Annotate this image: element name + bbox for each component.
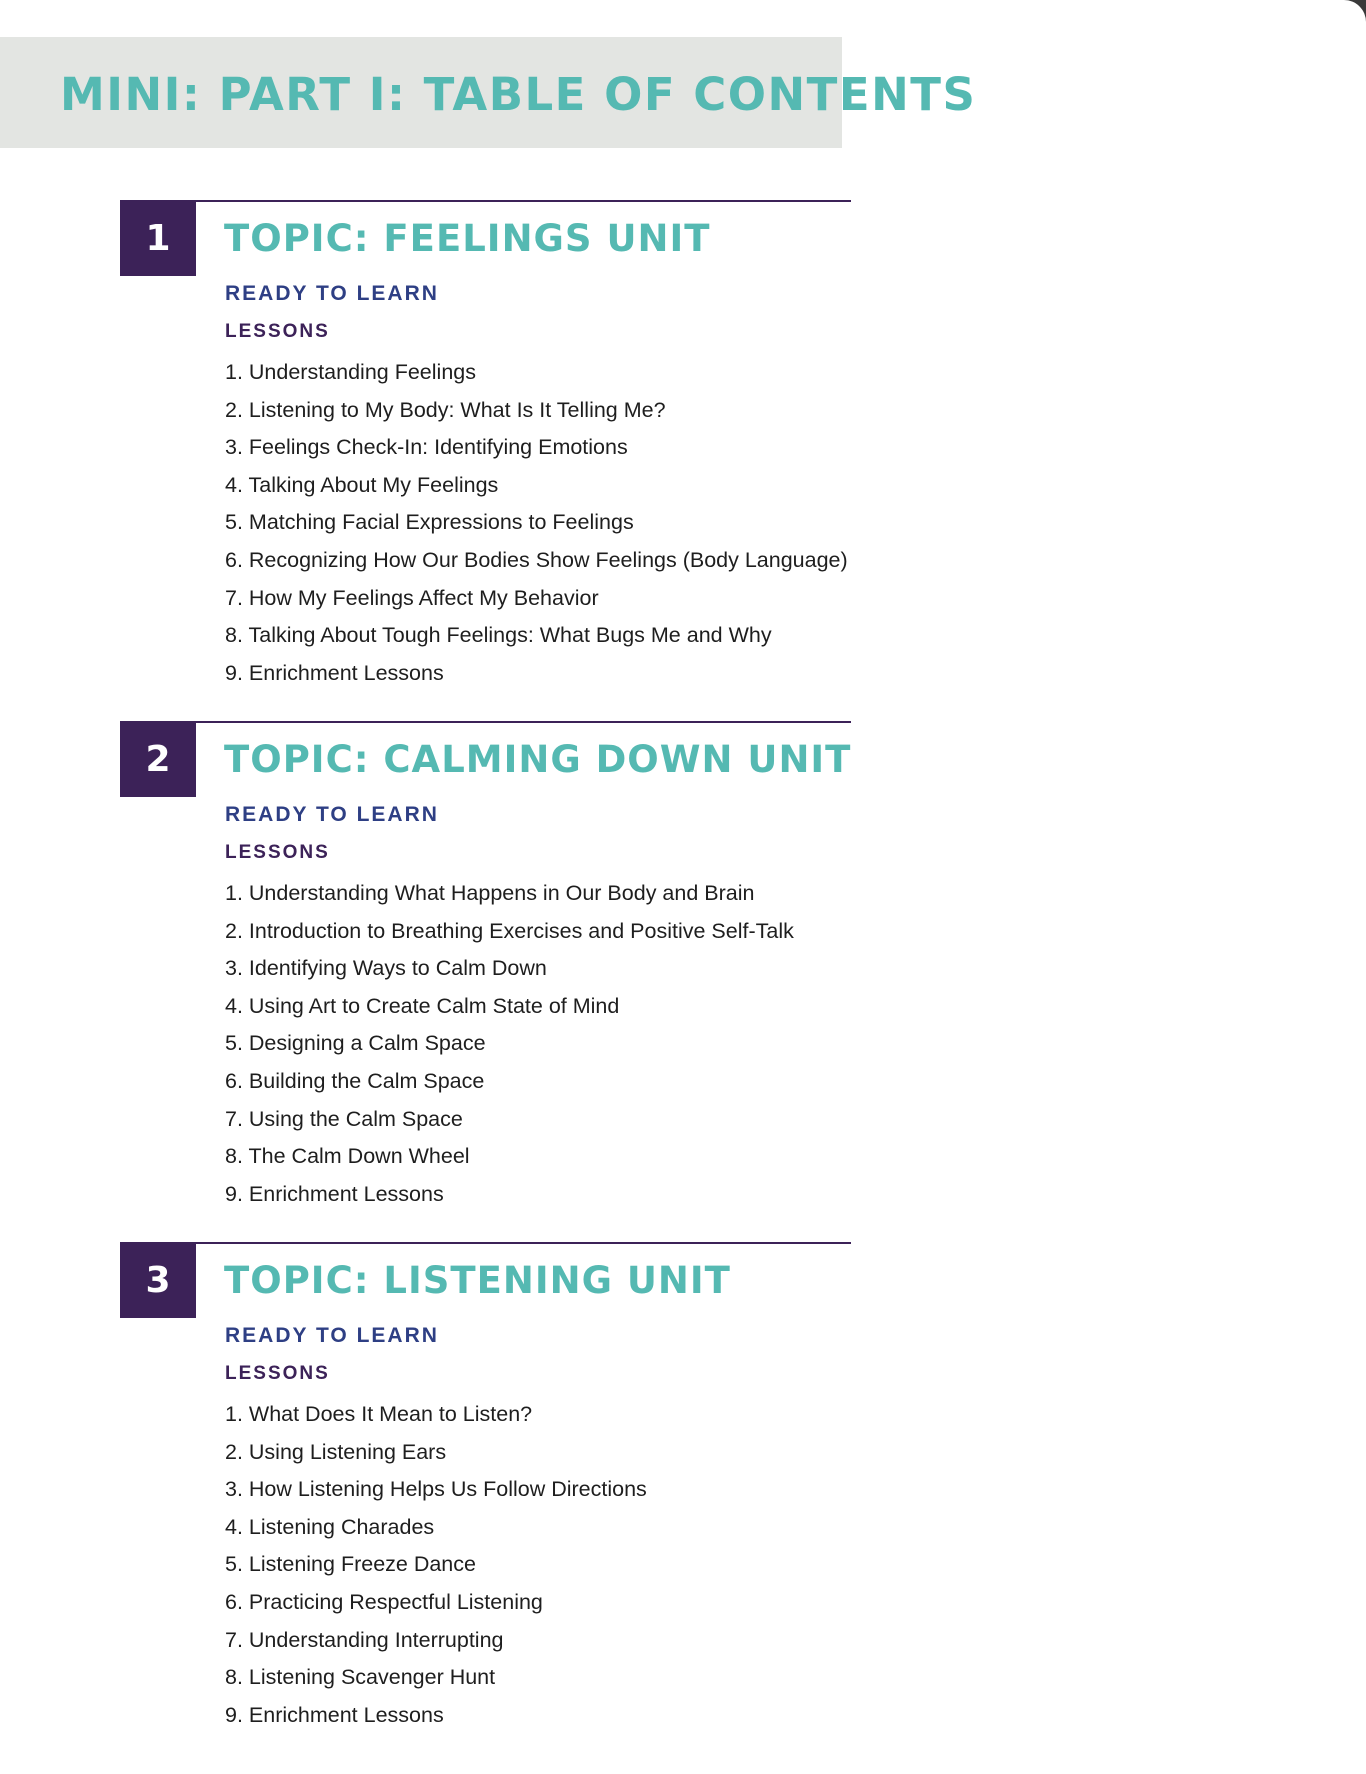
- lesson-item: 3. How Listening Helps Us Follow Directions: [225, 1477, 647, 1502]
- lesson-item: 3. Feelings Check-In: Identifying Emotions: [225, 435, 628, 460]
- lessons-heading: LESSONS: [225, 1363, 330, 1384]
- ready-to-learn-heading: READY TO LEARN: [225, 282, 439, 305]
- lesson-item: 8. The Calm Down Wheel: [225, 1144, 470, 1169]
- lesson-item: 6. Building the Calm Space: [225, 1068, 485, 1093]
- lesson-item: 4. Listening Charades: [225, 1514, 435, 1539]
- lesson-item: 1. Understanding What Happens in Our Body and Brain: [225, 881, 755, 905]
- lesson-item: 6. Practicing Respectful Listening: [225, 1589, 543, 1614]
- page-title: MINI: PART I: TABLE OF CONTENTS: [60, 68, 977, 121]
- lesson-item: 5. Matching Facial Expressions to Feelings: [225, 510, 634, 535]
- unit-divider: [120, 200, 851, 202]
- lesson-item: 2. Using Listening Ears: [225, 1439, 447, 1464]
- lesson-item: 8. Talking About Tough Feelings: What Bugs Me and Why: [225, 623, 772, 648]
- unit-title: TOPIC: FEELINGS UNIT: [224, 217, 711, 260]
- lesson-list: [225, 875, 794, 1213]
- lesson-item: 6. Recognizing How Our Bodies Show Feelings (Body Language): [225, 547, 848, 572]
- lesson-item: 3. Identifying Ways to Calm Down: [225, 956, 547, 981]
- unit-number-badge: 2: [120, 722, 196, 797]
- unit-title: TOPIC: LISTENING UNIT: [224, 1259, 731, 1302]
- lesson-item: 7. How My Feelings Affect My Behavior: [225, 585, 599, 610]
- lesson-item: 1. Understanding Feelings: [225, 360, 476, 384]
- lesson-item: 1. What Does It Mean to Listen?: [225, 1402, 533, 1426]
- unit-divider: [120, 1242, 851, 1244]
- lessons-heading: LESSONS: [225, 321, 330, 342]
- lesson-item: 9. Enrichment Lessons: [225, 660, 444, 685]
- ready-to-learn-heading: READY TO LEARN: [225, 803, 439, 826]
- lessons-heading: LESSONS: [225, 842, 330, 863]
- lesson-item: 2. Listening to My Body: What Is It Telling Me?: [225, 397, 666, 422]
- lesson-item: 5. Designing a Calm Space: [225, 1031, 486, 1056]
- lesson-item: 4. Using Art to Create Calm State of Mind: [225, 993, 620, 1018]
- header-band: [0, 37, 977, 148]
- lesson-item: 7. Using the Calm Space: [225, 1106, 463, 1131]
- unit-divider: [120, 721, 851, 723]
- lesson-item: 5. Listening Freeze Dance: [225, 1552, 476, 1577]
- lesson-list: [225, 354, 848, 692]
- unit-number-badge: 1: [120, 201, 196, 276]
- lesson-list: [225, 1396, 647, 1734]
- ready-to-learn-heading: READY TO LEARN: [225, 1324, 439, 1347]
- lesson-item: 2. Introduction to Breathing Exercises and Positive Self-Talk: [225, 918, 794, 943]
- unit-title: TOPIC: CALMING DOWN UNIT: [224, 738, 852, 781]
- unit-number-badge: 3: [120, 1243, 196, 1318]
- lesson-item: 7. Understanding Interrupting: [225, 1627, 504, 1652]
- page-corner: [1344, 0, 1366, 22]
- lesson-item: 8. Listening Scavenger Hunt: [225, 1665, 496, 1690]
- lesson-item: 9. Enrichment Lessons: [225, 1181, 444, 1206]
- lesson-item: 4. Talking About My Feelings: [225, 472, 499, 497]
- lesson-item: 9. Enrichment Lessons: [225, 1702, 444, 1727]
